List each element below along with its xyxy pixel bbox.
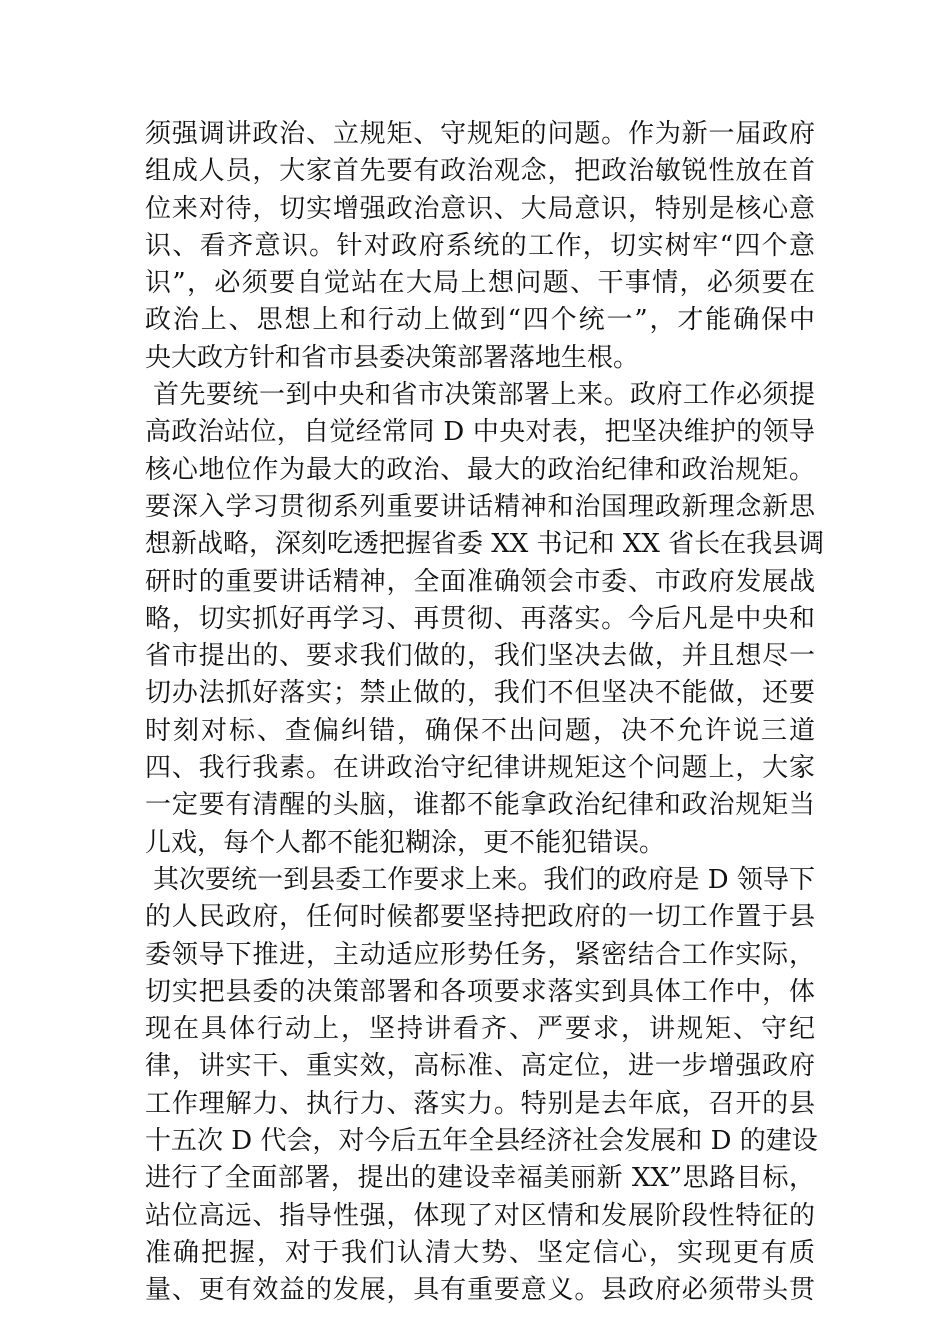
text-line: 想新战略，深刻吃透把握省委 XX 书记和 XX 省长在我县调 [145, 529, 825, 560]
text-line: 切办法抓好落实；禁止做的，我们不但坚决不能做，还要 [145, 678, 815, 709]
paragraph-2 [145, 377, 825, 862]
text-line: 组成人员，大家首先要有政治观念，把政治敏锐性放在首 [145, 156, 815, 187]
text-line: 准确把握，对于我们认清大势、坚定信心，实现更有质 [145, 1237, 815, 1268]
text-line: 委领导下推进，主动适应形势任务，紧密结合工作实际， [145, 939, 815, 970]
text-line: 央大政方针和省市县委决策部署落地生根。 [145, 342, 640, 373]
text-line: 要深入学习贯彻系列重要讲话精神和治国理政新理念新思 [145, 491, 815, 522]
text-line: 量、更有效益的发展，具有重要意义。县政府必须带头贯 [145, 1275, 815, 1306]
text-line: 一定要有清醒的头脑，谁都不能拿政治纪律和政治规矩当 [145, 790, 815, 821]
paragraph-3 [145, 862, 818, 1310]
text-line: 首先要统一到中央和省市决策部署上来。政府工作必须提 [153, 380, 815, 411]
text-line: 十五次 D 代会，对今后五年全县经济社会发展和 D 的建设 [145, 1126, 818, 1157]
text-line: 四、我行我素。在讲政治守纪律讲规矩这个问题上，大家 [145, 753, 815, 784]
text-line: 位来对待，切实增强政治意识、大局意识，特别是核心意 [145, 193, 815, 224]
text-line: 高政治站位，自觉经常同 D 中央对表，把坚决维护的领导 [145, 417, 815, 448]
text-line: 省市提出的、要求我们做的，我们坚决去做，并且想尽一 [145, 641, 815, 672]
paragraph-1 [145, 116, 815, 377]
text-line: 核心地位作为最大的政治、最大的政治纪律和政治规矩。 [145, 454, 815, 485]
text-line: 切实把县委的决策部署和各项要求落实到具体工作中，体 [145, 976, 815, 1007]
text-line: 儿戏，每个人都不能犯糊涂，更不能犯错误。 [145, 827, 666, 858]
text-line: 须强调讲政治、立规矩、守规矩的问题。作为新一届政府 [145, 119, 815, 149]
text-line: 识、看齐意识。针对政府系统的工作，切实树牢“四个意 [145, 230, 815, 261]
text-line: 现在具体行动上，坚持讲看齐、严要求，讲规矩、守纪 [145, 1014, 815, 1045]
text-line: 工作理解力、执行力、落实力。特别是去年底，召开的县 [145, 1088, 815, 1119]
text-line: 站位高远、指导性强，体现了对区情和发展阶段性特征的 [145, 1200, 815, 1231]
text-line: 略，切实抓好再学习、再贯彻、再落实。今后凡是中央和 [145, 603, 815, 634]
text-line: 研时的重要讲话精神，全面准确领会市委、市政府发展战 [145, 566, 815, 597]
body-text [145, 116, 825, 1310]
text-line: 识”，必须要自觉站在大局上想问题、干事情，必须要在 [145, 268, 815, 299]
text-line: 的人民政府，任何时候都要坚持把政府的一切工作置于县 [145, 902, 815, 933]
text-line: 律，讲实干、重实效，高标准、高定位，进一步增强政府 [145, 1051, 815, 1082]
text-line: 其次要统一到县委工作要求上来。我们的政府是 D 领导下 [153, 864, 815, 895]
text-line: 时刻对标、查偏纠错，确保不出问题，决不允许说三道 [145, 715, 815, 746]
text-line: 进行了全面部署，提出的建设幸福美丽新 XX”思路目标， [145, 1163, 815, 1194]
text-line: 政治上、思想上和行动上做到“四个统一”，才能确保中 [145, 305, 815, 336]
